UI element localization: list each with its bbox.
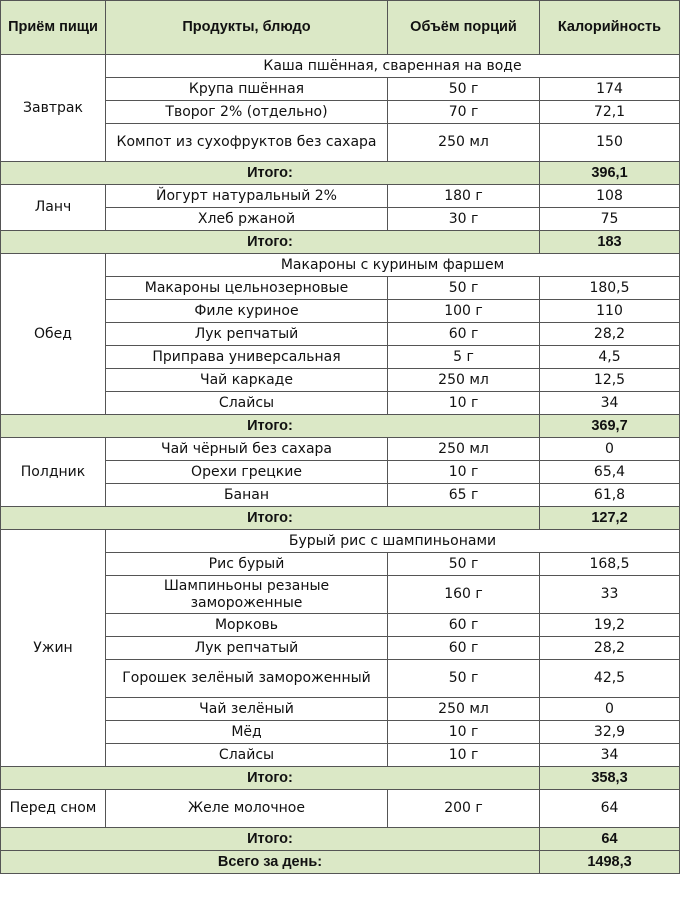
portion-cell: 70 г <box>388 101 540 124</box>
dish-title: Каша пшённая, сваренная на воде <box>106 55 680 78</box>
meal-name-breakfast: Завтрак <box>1 55 106 162</box>
portion-cell: 50 г <box>388 660 540 698</box>
calories-cell: 32,9 <box>540 721 680 744</box>
portion-cell: 250 мл <box>388 124 540 162</box>
product-cell: Орехи грецкие <box>106 461 388 484</box>
table-row <box>1 254 680 277</box>
product-cell: Лук репчатый <box>106 323 388 346</box>
portion-cell: 200 г <box>388 790 540 828</box>
product-cell: Приправа универсальная <box>106 346 388 369</box>
total-value: 358,3 <box>540 767 680 790</box>
product-cell: Рис бурый <box>106 553 388 576</box>
product-cell: Йогурт натуральный 2% <box>106 185 388 208</box>
product-cell: Слайсы <box>106 392 388 415</box>
header-meal: Приём пищи <box>1 1 106 55</box>
product-cell: Горошек зелёный замороженный <box>106 660 388 698</box>
calories-cell: 28,2 <box>540 323 680 346</box>
total-value: 183 <box>540 231 680 254</box>
calories-cell: 34 <box>540 392 680 415</box>
portion-cell: 30 г <box>388 208 540 231</box>
total-row <box>1 767 680 790</box>
product-cell: Крупа пшённая <box>106 78 388 101</box>
table-row <box>1 185 680 208</box>
product-cell: Морковь <box>106 614 388 637</box>
portion-cell: 250 мл <box>388 698 540 721</box>
calories-cell: 19,2 <box>540 614 680 637</box>
grand-total-label: Всего за день: <box>1 851 540 874</box>
total-value: 369,7 <box>540 415 680 438</box>
product-cell: Хлеб ржаной <box>106 208 388 231</box>
portion-cell: 50 г <box>388 78 540 101</box>
calories-cell: 0 <box>540 698 680 721</box>
table-row <box>1 530 680 553</box>
product-cell: Желе молочное <box>106 790 388 828</box>
total-row <box>1 162 680 185</box>
portion-cell: 60 г <box>388 323 540 346</box>
total-row <box>1 415 680 438</box>
product-cell: Филе куриное <box>106 300 388 323</box>
portion-cell: 160 г <box>388 576 540 614</box>
calories-cell: 168,5 <box>540 553 680 576</box>
calories-cell: 61,8 <box>540 484 680 507</box>
meal-name-dinner: Обед <box>1 254 106 415</box>
total-label: Итого: <box>1 507 540 530</box>
total-label: Итого: <box>1 828 540 851</box>
header-row <box>1 1 680 55</box>
product-cell: Макароны цельнозерновые <box>106 277 388 300</box>
calories-cell: 180,5 <box>540 277 680 300</box>
dish-title: Бурый рис с шампиньонами <box>106 530 680 553</box>
calories-cell: 42,5 <box>540 660 680 698</box>
portion-cell: 60 г <box>388 637 540 660</box>
portion-cell: 250 мл <box>388 369 540 392</box>
table-row <box>1 438 680 461</box>
header-calories: Калорийность <box>540 1 680 55</box>
calories-cell: 12,5 <box>540 369 680 392</box>
total-value: 396,1 <box>540 162 680 185</box>
product-cell: Компот из сухофруктов без сахара <box>106 124 388 162</box>
calories-cell: 34 <box>540 744 680 767</box>
product-cell: Чай каркаде <box>106 369 388 392</box>
meal-name-afternoon-snack: Полдник <box>1 438 106 507</box>
product-cell: Чай чёрный без сахара <box>106 438 388 461</box>
portion-cell: 100 г <box>388 300 540 323</box>
product-cell: Мёд <box>106 721 388 744</box>
total-row <box>1 507 680 530</box>
total-label: Итого: <box>1 162 540 185</box>
portion-cell: 10 г <box>388 461 540 484</box>
meal-name-lunch-snack: Ланч <box>1 185 106 231</box>
total-value: 64 <box>540 828 680 851</box>
portion-cell: 10 г <box>388 721 540 744</box>
portion-cell: 5 г <box>388 346 540 369</box>
product-cell: Шампиньоны резаные замороженные <box>106 576 388 614</box>
grand-total-value: 1498,3 <box>540 851 680 874</box>
table-row <box>1 55 680 78</box>
portion-cell: 60 г <box>388 614 540 637</box>
portion-cell: 10 г <box>388 392 540 415</box>
product-cell: Творог 2% (отдельно) <box>106 101 388 124</box>
header-portion: Объём порций <box>388 1 540 55</box>
calories-cell: 150 <box>540 124 680 162</box>
total-label: Итого: <box>1 231 540 254</box>
meal-name-before-sleep: Перед сном <box>1 790 106 828</box>
calories-cell: 28,2 <box>540 637 680 660</box>
product-cell: Лук репчатый <box>106 637 388 660</box>
dish-title: Макароны с куриным фаршем <box>106 254 680 277</box>
calories-cell: 108 <box>540 185 680 208</box>
calories-cell: 110 <box>540 300 680 323</box>
product-cell: Слайсы <box>106 744 388 767</box>
total-label: Итого: <box>1 415 540 438</box>
portion-cell: 50 г <box>388 553 540 576</box>
product-cell: Чай зелёный <box>106 698 388 721</box>
calories-cell: 174 <box>540 78 680 101</box>
calories-cell: 65,4 <box>540 461 680 484</box>
total-row <box>1 828 680 851</box>
calories-cell: 72,1 <box>540 101 680 124</box>
portion-cell: 50 г <box>388 277 540 300</box>
meal-name-supper: Ужин <box>1 530 106 767</box>
portion-cell: 180 г <box>388 185 540 208</box>
table-row <box>1 790 680 828</box>
portion-cell: 250 мл <box>388 438 540 461</box>
portion-cell: 65 г <box>388 484 540 507</box>
calories-cell: 0 <box>540 438 680 461</box>
calories-cell: 4,5 <box>540 346 680 369</box>
portion-cell: 10 г <box>388 744 540 767</box>
grand-total-row <box>1 851 680 874</box>
header-product: Продукты, блюдо <box>106 1 388 55</box>
calories-cell: 64 <box>540 790 680 828</box>
calories-cell: 75 <box>540 208 680 231</box>
total-label: Итого: <box>1 767 540 790</box>
product-cell: Банан <box>106 484 388 507</box>
total-value: 127,2 <box>540 507 680 530</box>
calories-cell: 33 <box>540 576 680 614</box>
total-row <box>1 231 680 254</box>
